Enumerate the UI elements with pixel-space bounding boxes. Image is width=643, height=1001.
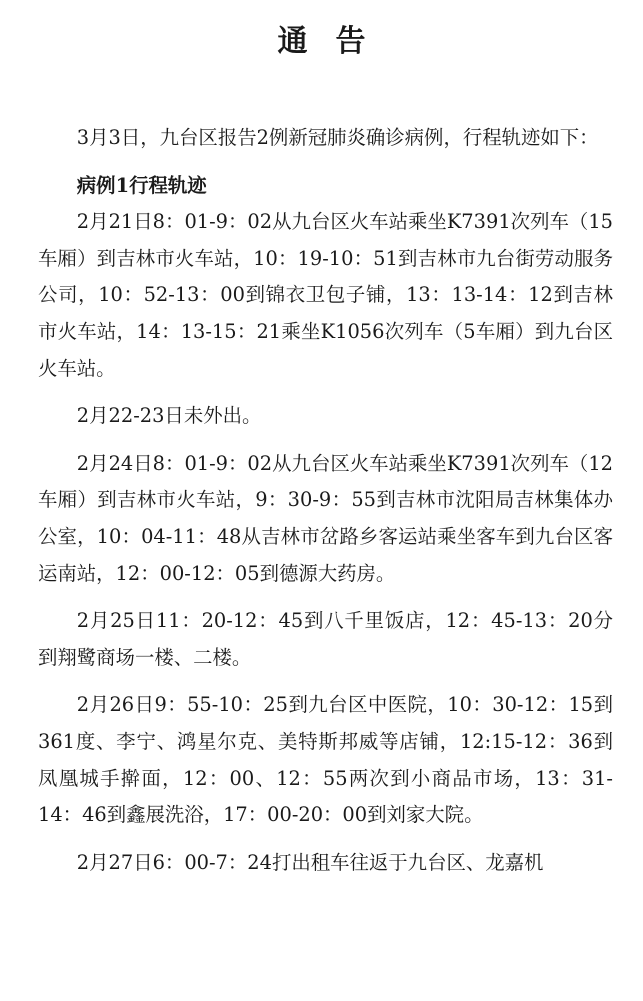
itinerary-paragraph-feb27: 2月27日6：00-7：24打出租车往返于九台区、龙嘉机: [76, 850, 544, 874]
case1-heading: 病例1行程轨迹: [76, 173, 207, 197]
itinerary-paragraph-feb26: 2月26日9：55-10：25到九台区中医院，10：30-12：15到361度、李宁、鸿星尔克、美特斯邦威等店铺，12:15-12：36到凤凰城手擀面，12：00、12：55两次到小商品市场，13：31-14：46到鑫展洗浴，17：00-20：00到刘家大院。: [38, 693, 613, 827]
notice-title: 通告: [277, 24, 394, 59]
itinerary-paragraph-feb22-23: 2月22-23日未外出。: [76, 404, 262, 428]
notice-body: [38, 120, 613, 881]
itinerary-paragraph-feb21: 2月21日8：01-9：02从九台区火车站乘坐K7391次列车（15车厢）到吉林市火车站，10：19-10：51到吉林市九台街劳动服务公司，10：52-13：00到锦衣卫包子铺，13：13-14：12到吉林市火车站，14：13-15：21乘坐K1056次列车（5车厢）到九台区火车站。: [38, 210, 613, 380]
itinerary-paragraph-feb24: 2月24日8：01-9：02从九台区火车站乘坐K7391次列车（12车厢）到吉林市火车站，9：30-9：55到吉林市沈阳局吉林集体办公室，10：04-11：48从吉林市岔路乡客运站乘坐客车到九台区客运南站，12：00-12：05到德源大药房。: [38, 451, 613, 585]
itinerary-paragraph-feb25: 2月25日11：20-12：45到八千里饭店，12：45-13：20分到翔鹭商场一楼、二楼。: [38, 609, 613, 669]
intro-paragraph: 3月3日，九台区报告2例新冠肺炎确诊病例，行程轨迹如下：: [76, 126, 599, 149]
